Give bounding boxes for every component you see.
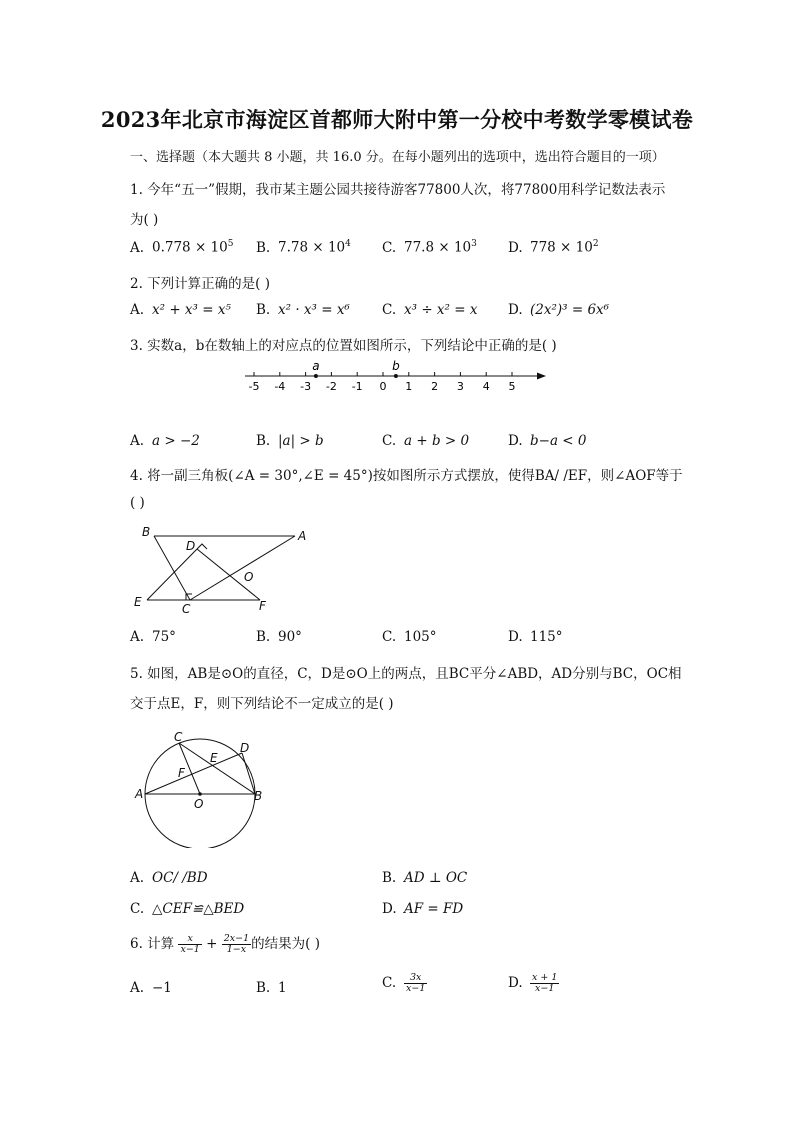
q5-option-b[interactable]: B. AD ⊥ OC (382, 870, 468, 886)
q5-stem-cont: 交于点E，F，则下列结论不一定成立的是( ) (130, 696, 394, 712)
q2-option-d[interactable]: D. (2x²)³ = 6x⁶ (508, 302, 610, 318)
label-d: D (240, 741, 250, 755)
tick-label: 1 (405, 380, 413, 393)
label-f: F (178, 766, 185, 780)
q2-option-b[interactable]: B. x² · x³ = x⁶ (256, 302, 350, 318)
circle-figure (132, 728, 272, 848)
q3-option-b[interactable]: B. |a| > b (256, 433, 324, 449)
q5-stem: 5. 如图，AB是⊙O的直径，C，D是⊙O上的两点，且BC平分∠ABD，AD分别与BC，OC相 (130, 666, 682, 682)
q2-option-c[interactable]: C. x³ ÷ x² = x (382, 302, 478, 318)
label-c: C (174, 730, 183, 744)
q4-stem: 4. 将一副三角板(∠A = 30°,∠E = 45°)按如图所示方式摆放，使得BA/ /EF，则∠AOF等于 (130, 468, 683, 484)
section-heading: 一、选择题（本大题共 8 小题，共 16.0 分。在每小题列出的选项中，选出符合题目的一项） (130, 150, 665, 165)
label-d: D (186, 539, 196, 553)
tick-label: -5 (248, 380, 260, 393)
q3-option-c[interactable]: C. a + b > 0 (382, 433, 470, 449)
label-e: E (210, 751, 218, 765)
label-o: O (244, 570, 254, 584)
q5-option-a[interactable]: A. OC/ /BD (130, 870, 208, 886)
q2-option-a[interactable]: A. x² + x³ = x⁵ (130, 302, 231, 318)
label-b: B (254, 789, 263, 803)
q6-option-b[interactable]: B. 1 (256, 980, 287, 996)
point-a (314, 374, 318, 378)
q3-option-a[interactable]: A. a > −2 (130, 433, 200, 449)
tick-label: -1 (351, 380, 363, 393)
label-o: O (194, 797, 204, 811)
fraction-1: $\frac{x}{x-1}$ (180, 932, 200, 955)
point-b (394, 374, 398, 378)
q1-option-d[interactable]: D. $778 \times 10^2$ (508, 239, 599, 256)
fraction-2: $\frac{2x-1}{1-x}$ (223, 932, 250, 955)
q1-stem-cont: 为( ) (130, 212, 159, 228)
q5-option-d[interactable]: D. AF = FD (382, 901, 464, 917)
label-e: E (134, 595, 142, 609)
label-c: C (182, 602, 191, 616)
tick-label: 4 (482, 380, 490, 393)
tick-label: 3 (456, 380, 464, 393)
label-a: A (135, 787, 144, 801)
q6-option-a[interactable]: A. −1 (130, 980, 172, 996)
tick-label: 5 (508, 380, 516, 393)
q1-option-b[interactable]: B. $7.78 \times 10^4$ (256, 239, 351, 256)
triangle-set-figure (130, 520, 320, 620)
q3-stem: 3. 实数a，b在数轴上的对应点的位置如图所示，下列结论中正确的是( ) (130, 338, 557, 354)
q4-option-d[interactable]: D. 115° (508, 629, 563, 645)
label-b: B (142, 525, 151, 539)
q4-option-b[interactable]: B. 90° (256, 629, 302, 645)
q3-option-d[interactable]: D. b−a < 0 (508, 433, 587, 449)
tick-label: 2 (431, 380, 439, 393)
q4-option-c[interactable]: C. 105° (382, 629, 437, 645)
q4-stem-cont: ( ) (130, 495, 145, 511)
tick-label: 0 (379, 380, 387, 393)
q6-option-c[interactable]: C. $\frac{3x}{x-1}$ (382, 972, 426, 995)
q1-stem: 1. 今年“五一”假期，我市某主题公园共接待游客77800人次，将77800用科学记数法表示 (130, 182, 666, 198)
q1-option-c[interactable]: C. $77.8 \times 10^3$ (382, 239, 477, 256)
q5-option-c[interactable]: C. △CEF≌△BED (130, 901, 245, 917)
q4-option-a[interactable]: A. 75° (130, 629, 176, 645)
q6-stem: 6. 计算 $\frac{x}{x-1}$ + $\frac{2x-1}{1-x}$ 的结果为( ) (130, 932, 320, 955)
point-a-label: a (312, 359, 320, 373)
point-b-label: b (392, 359, 400, 373)
q6-option-d[interactable]: D. $\frac{x + 1}{x-1}$ (508, 972, 558, 995)
q2-stem: 2. 下列计算正确的是( ) (130, 276, 270, 292)
tick-label: -3 (300, 380, 312, 393)
label-f: F (259, 599, 266, 613)
tick-label: -4 (274, 380, 286, 393)
q1-option-a[interactable]: A. $0.778 \times 10^5$ (130, 239, 234, 256)
tick-label: -2 (325, 380, 337, 393)
exam-title: 2023年北京市海淀区首都师大附中第一分校中考数学零模试卷 (100, 107, 694, 132)
label-a: A (298, 529, 307, 543)
number-line-figure (240, 356, 560, 396)
